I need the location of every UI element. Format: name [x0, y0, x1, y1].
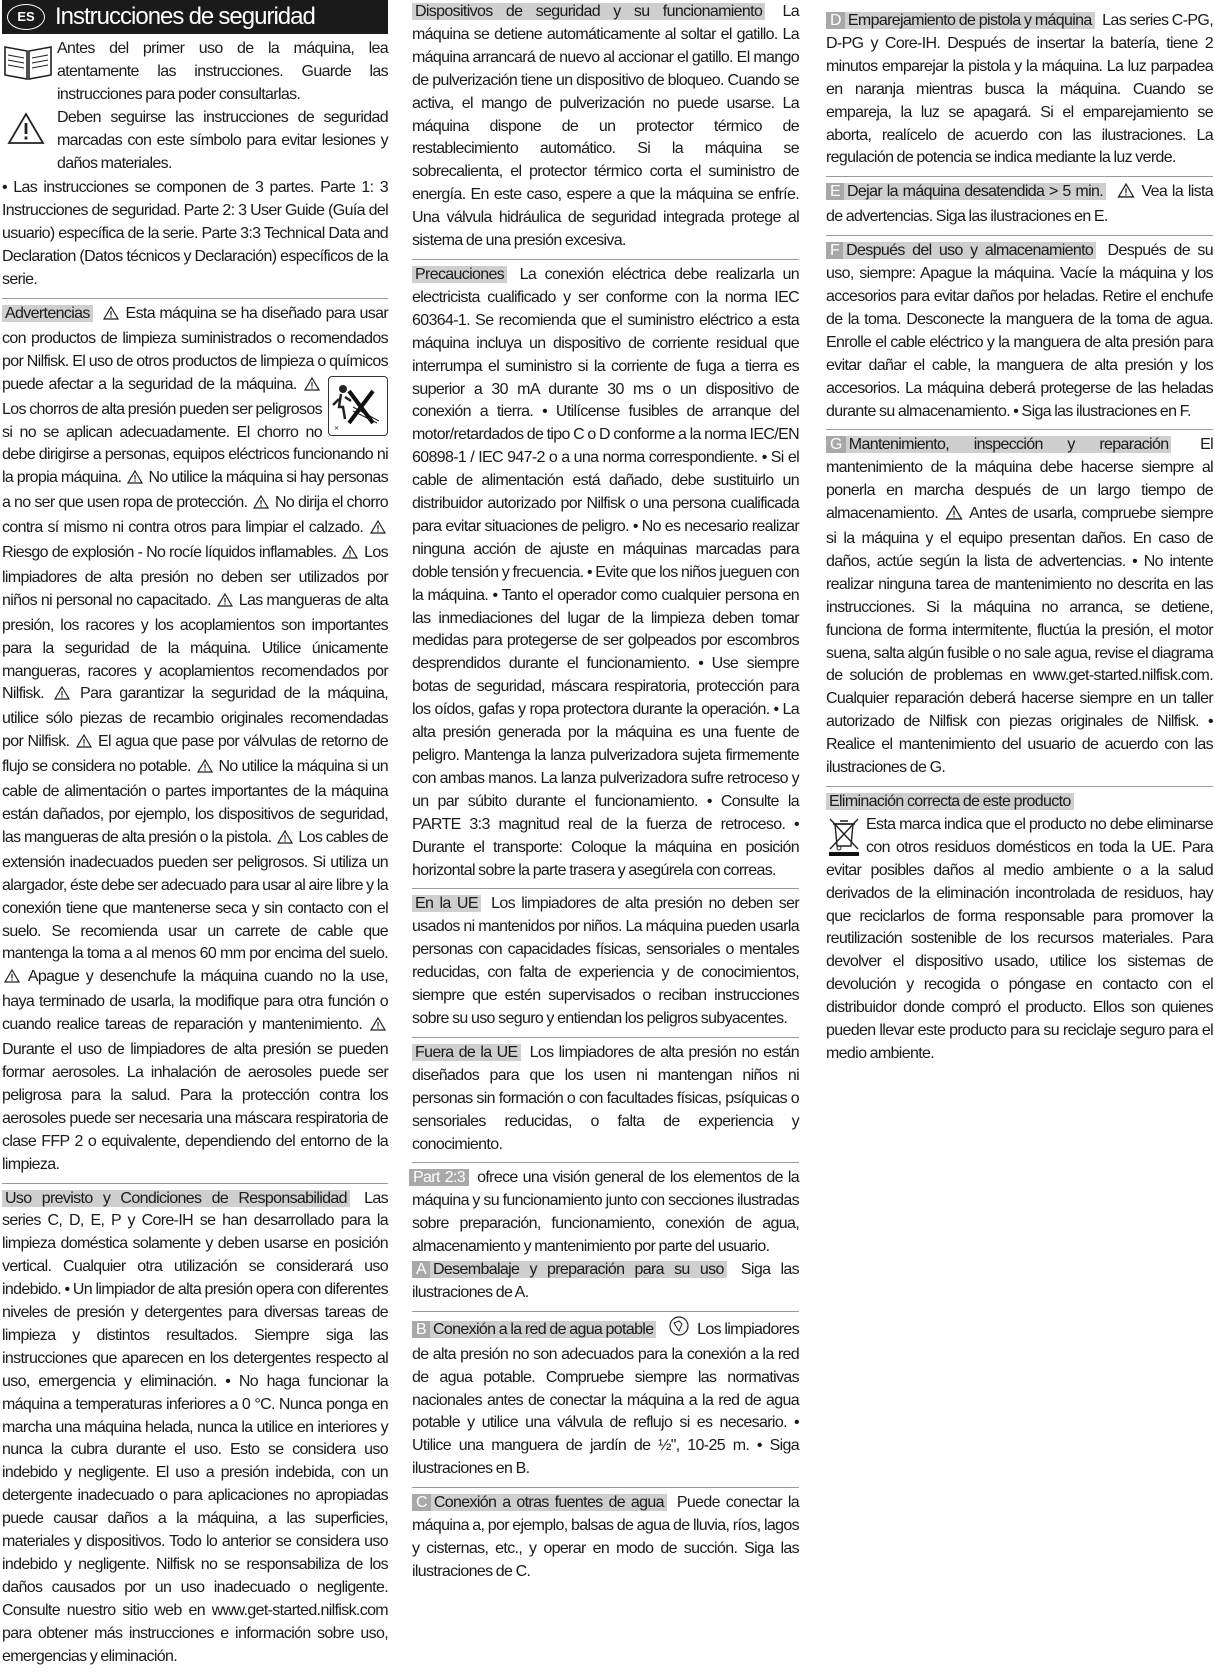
- warning-icon: [370, 1016, 386, 1039]
- section-text: La máquina se detiene automáticamente al soltar el gatillo. La máquina arrancará de nuevo al accionar el gatillo. El mango de pulverización tiene un dispositivo de bloqueo. Cuando se activa, el mango de pulverización no puede usarse. La máquina dispone de un protector térmico de restablecimiento automático. Si la máquina se sobrecalienta, el protector térmico corta el suministro de energía. En este caso, espere a que la máquina se enfríe. Una válvula hidráulica de seguridad integrada protege al sistema de una presión excesiva.: [412, 3, 799, 250]
- section-letter: A: [412, 1261, 430, 1278]
- warning-text: Los chorros de alta presión pueden ser peligrosos si no se aplican adecuadamente. El chorro no debe dirigirse a personas, equipos eléctricos funcionando ni la propia máquina.: [2, 400, 388, 487]
- warning-text: Los limpiadores de alta presión no deben ser utilizados por niños ni personal no capacitado.: [2, 544, 388, 609]
- no-spray-at-people-icon: [328, 376, 388, 436]
- section-letter: D: [826, 12, 845, 29]
- warning-text: Durante el uso de limpiadores de alta presión se pueden formar aerosoles. La inhalación de aerosoles puede ser peligrosa para la salud. Para la protección contra los aerosoles puede ser necesaria una máscara respiratoria de clase FFP 2 o equivalente, dependiendo del entorno de la limpieza.: [2, 1041, 388, 1173]
- section-text: Vea la lista de advertencias. Siga las ilustraciones en E.: [826, 183, 1214, 226]
- section-heading: Fuera de la UE: [412, 1044, 521, 1061]
- section-heading: Part 2:3: [409, 1169, 469, 1186]
- warning-text: No utilice la máquina si hay personas a no ser que usen ropa de protección.: [2, 469, 388, 512]
- section-text: Los limpiadores de alta presión no deben ser usados ni mantenidos por niños. La máquina pueden usarla personas con capacidades físicas, sensoriales o mentales reducidas, con falta de experiencia y de conocimientos, siempre que estén supervisados o reciban instrucciones sobre su uso seguro y entiendan los peligros subyacentes.: [412, 895, 799, 1027]
- warning-icon: [217, 592, 233, 615]
- section-heading: B Conexión a la red de agua potable: [412, 1321, 656, 1338]
- section-text: Los limpiadores de alta presión no están diseñados para que los usen ni mantengan niños ni personas sin formación o con facultades físicas, psíquicas o sensoriales reducidas, o falta de experiencia y conocimiento.: [412, 1043, 799, 1153]
- section-banner: [2, 0, 388, 34]
- section-text: El mantenimiento de la máquina debe hacerse siempre al ponerla en marcha después de un largo tiempo de almacenamiento.: [826, 436, 1213, 523]
- section-e: [826, 176, 1213, 232]
- warning-icon: [127, 469, 143, 492]
- section-d: [826, 0, 1213, 173]
- section-part-2-3: [412, 1162, 799, 1307]
- section-heading: F Después del uso y almacenamiento: [826, 242, 1096, 259]
- warning-icon: [304, 376, 320, 399]
- section-letter: C: [412, 1494, 431, 1511]
- section-a-text: Siga las ilustraciones de A.: [412, 1261, 800, 1301]
- section-heading: En la UE: [412, 895, 481, 912]
- warning-icon: [103, 305, 119, 328]
- section-text: Esta marca indica que el producto no debe eliminarse con otros residuos domésticos en toda la UE. Para evitar posibles daños al medio ambiente o a la salud derivados de la eliminación incontrolada de residuos, hay que reciclarlos de forma responsable para promover la reutilización sostenible de los recursos materiales. Para devolver el dispositivo usado, utilice los sistemas de devolución y recogida o póngase en contacto con el distribuidor donde compró el producto. Ellos son quienes pueden llevar este producto para su reciclaje seguro para el medio ambiente.: [826, 815, 1213, 1062]
- section-text: Después de su uso, siempre: Apague la máquina. Vacíe la máquina y los accesorios para evitar daños por heladas. Retire el enchufe de la toma. Desconecte la manguera de la toma de agua. Enrolle el cable eléctrico y la manguera de alta presión para evitar dañar el cable, la manguera de alta presión y los accesorios. La máquina deberá protegerse de las heladas durante su almacenamiento. • Siga las ilustraciones en F.: [826, 242, 1214, 420]
- crossed-bin-icon: [826, 816, 862, 854]
- section-f: [826, 235, 1213, 426]
- warning-text: Los cables de extensión inadecuados pueden ser peligrosos. Si utiliza un alargador, éste debe ser adecuado para usar al aire libre y la conexión tiene que mantenerse seca y sin contacto con el suelo. Se recomienda usar un carrete de cable que mantenga la toma a al menos 60 mm por encima del suelo.: [2, 828, 389, 963]
- intro-parts-text: • Las instrucciones se componen de 3 partes. Parte 1: 3 Instrucciones de seguridad. Parte 2: 3 User Guide (Guía del usuario) específica de la serie. Parte 3:3 Technical Data and Declaration (Datos técnicos y Declaración) específicos de la serie.: [2, 179, 388, 289]
- section-dispositivos: [412, 0, 799, 256]
- warning-text: Esta máquina se ha diseñado para usar con productos de limpieza suministrados o recomendados por Nilfisk. El uso de otros productos de limpieza o químicos puede afectar a la seguridad de la máquina.: [2, 304, 389, 393]
- section-text: Puede conectar la máquina a, por ejemplo, balsas de agua de lluvia, ríos, lagos y cisternas, etc., y operar en modo de succión. Siga las ilustraciones de C.: [412, 1494, 800, 1580]
- section-text: Antes de usarla, compruebe siempre si la máquina y el equipo presentan daños. En caso de daños, actúe según la lista de advertencias. • No intente realizar ninguna tarea de mantenimiento no descrita en las instrucciones. Si la máquina no arranca, se detiene, funciona de forma intermitente, fluctúa la presión, el motor suena, salta algún fusible o no sale agua, revise el diagrama de solución de problemas en www.get-started.nilfisk.com. Cualquier reparación deberá hacerse siempre en un taller autorizado de Nilfisk con piezas originales de Nilfisk. • Realice el mantenimiento del usuario de acuerdo con las ilustraciones de G.: [826, 505, 1213, 777]
- section-c: [412, 1487, 799, 1587]
- intro-book-row: [2, 38, 388, 107]
- page-title: Instrucciones de seguridad: [55, 2, 315, 30]
- section-letter: F: [826, 242, 843, 259]
- warning-icon: [277, 829, 293, 852]
- section-en-la-ue: [412, 888, 799, 1033]
- section-text: Las series C-PG, D-PG y Core-IH. Después de insertar la batería, tiene 2 minutos emparejar la pistola y la máquina. La luz parpadea en naranja mientras busca la máquina. Cuando se empareja, la luz se apagará. Si el emparejamiento se aborta, realícelo de acuerdo con las ilustraciones. La regulación de potencia se indica mediante la luz verde.: [826, 12, 1213, 167]
- warning-icon: [2, 107, 57, 155]
- warning-text: Para garantizar la seguridad de la máquina, utilice sólo piezas de recambio originales recomendadas por Nilfisk.: [2, 685, 389, 751]
- section-uso-previsto: [2, 1183, 388, 1672]
- column-2: [412, 0, 800, 1580]
- intro-warning-row: [2, 107, 388, 176]
- section-heading: Dispositivos de seguridad y su funcionamiento: [412, 3, 765, 20]
- section-text: La conexión eléctrica debe realizarla un electricista cualificado y ser conforme con la norma IEC 60364-1. Se recomienda que el suministro eléctrico a esta máquina incluya un dispositivo de corriente residual que interrumpa el suministro si la corriente de fuga a tierra es superior a 30 mA durante 30 ms o un dispositivo de conexión a tierra. • Utilícense fusibles de arranque del motor/retardados de tipo C o D conforme a la norma IEC/EN 60898-1 / IEC 947-2 o a una norma correspondiente. • Si el cable de alimentación está dañado, debe sustituirlo un distribuidor autorizado por Nilfisk o una persona cualificada para evitar situaciones de peligro. • No es necesario realizar ninguna acción de ajuste en máquinas marcadas para doble tensión y frecuencia. • Evite que los niños jueguen con la máquina. • Tanto el operador como cualquier persona en las inmediaciones del lugar de la limpieza deben tomar medidas para protegerse de ser golpeados por escombros desprendidos durante el funcionamiento. • Use siempre botas de seguridad, máscara respiratoria, protección para los oídos, gafas y ropa protectora durante la operación. • La alta presión generada por la máquina es una fuente de peligro. Mantenga la lanza pulverizadora sujeta firmemente con ambas manos. La lanza pulverizadora sufre retroceso y un par súbito durante el funcionamiento. • Consulte la PARTE 3:3 magnitud real de la fuerza de retroceso. • Durante el transporte: Coloque la máquina en posición horizontal sobre la parte trasera y asegúrela con correas.: [412, 265, 799, 879]
- intro-warning-text: Deben seguirse las instrucciones de seguridad marcadas con este símbolo para evitar lesiones y daños materiales.: [57, 108, 388, 172]
- section-g: [826, 429, 1213, 783]
- warning-icon: [342, 544, 358, 567]
- svg-text:✕: ✕: [334, 425, 339, 432]
- warning-text: Apague y desenchufe la máquina cuando no la use, haya terminado de usarla, la modifique para otra función o cuando realice tareas de reparación y mantenimiento.: [2, 968, 388, 1034]
- section-heading: Precauciones: [412, 266, 507, 283]
- book-icon: [2, 38, 57, 90]
- warning-icon: [76, 733, 92, 756]
- section-a-heading: A Desembalaje y preparación para su uso: [412, 1261, 727, 1278]
- column-1: [2, 0, 389, 1665]
- section-advertencias: [2, 298, 388, 1180]
- section-letter: B: [412, 1321, 430, 1338]
- section-heading: D Emparejamiento de pistola y máquina: [826, 12, 1095, 29]
- section-heading: Eliminación correcta de este producto: [826, 793, 1074, 810]
- section-heading: C Conexión a otras fuentes de agua: [412, 1494, 667, 1511]
- section-letter: G: [826, 436, 846, 453]
- section-heading: G Mantenimiento, inspección y reparación: [826, 436, 1171, 453]
- section-eliminacion: [826, 786, 1213, 1069]
- section-fuera-de-la-ue: [412, 1037, 799, 1160]
- warning-icon: [253, 494, 269, 517]
- warning-icon: [945, 505, 963, 528]
- section-text: Los limpiadores de alta presión no son adecuados para la conexión a la red de agua potable. Compruebe siempre las normativas nacionales antes de conectar la máquina a la red de agua potable y utilice una válvula de reflujo si es necesario. • Utilice una manguera de jardín de ½", 10-25 m. • Siga ilustraciones en B.: [412, 1320, 800, 1478]
- warning-text: Las mangueras de alta presión, los racores y los acoplamientos son importantes para la seguridad de la máquina. Utilice únicamente mangueras, racores y acoplamientos recomendados por Nilfisk.: [2, 591, 389, 703]
- column-3: [826, 0, 1213, 1500]
- section-text: Las series C, D, E, P y Core-IH se han desarrollado para la limpieza doméstica solamente y deben usarse en posición vertical. Cualquier otra utilización se considerará uso indebido. • Un limpiador de alta presión opera con diferentes niveles de presión y detergentes para diversas tareas de limpieza y distintos resultados. Siempre siga las instrucciones que aparecen en los detergentes respecto al uso, emergencia y eliminación. • No haga funcionar la máquina a temperaturas inferiores a 0 °C. Nunca ponga en marcha una máquina helada, nunca la utilice en interiores y nunca la cubra durante el uso. Esto se considera uso indebido y negligente. El uso a presión indebida, con un detergente inadecuado o para aplicaciones no apropiadas puede causar daños a la máquina, a las superficies, materiales y dispositivos. Todo lo anterior se considera uso indebido y negligente. Nilfisk no se responsabiliza de los daños causados por un uso inadecuado o negligente. Consulte nuestro sitio web en www.get-started.nilfisk.com para obtener más instrucciones e información sobre uso, emergencias y eliminación.: [2, 1189, 388, 1665]
- warning-icon: [54, 685, 70, 708]
- warning-text: Riesgo de explosión - No rocíe líquidos inflamables.: [2, 544, 337, 562]
- drinking-water-icon: [666, 1316, 692, 1344]
- warning-icon: [197, 758, 213, 781]
- warning-icon: [4, 968, 20, 991]
- section-heading: Uso previsto y Condiciones de Responsabilidad: [2, 1190, 350, 1207]
- intro-book-text: Antes del primer uso de la máquina, lea atentamente las instrucciones. Guarde las instrucciones para poder consultarlas.: [57, 40, 388, 103]
- section-heading: Advertencias: [2, 305, 93, 322]
- warning-icon: [1117, 183, 1135, 206]
- section-b: [412, 1311, 799, 1484]
- section-letter: E: [826, 183, 844, 200]
- warning-text: No utilice la máquina si un cable de alimentación o partes importantes de la máquina están dañados, por ejemplo, los dispositivos de seguridad, las mangueras de alta presión o la pistola.: [2, 758, 388, 846]
- language-badge: ES: [7, 4, 45, 30]
- section-text: ofrece una visión general de los elementos de la máquina y su funcionamiento junto con secciones ilustradas sobre preparación, funcionamiento, conexión de agua, almacenamiento y mantenimiento por parte del usuario.: [412, 1169, 799, 1256]
- section-precauciones: [412, 259, 799, 885]
- warning-text: El agua que pase por válvulas de retorno de flujo se considera no potable.: [2, 733, 389, 776]
- warning-icon: [370, 519, 386, 542]
- section-heading: E Dejar la máquina desatendida > 5 min.: [826, 183, 1106, 200]
- warning-text: No dirija el chorro contra sí mismo ni contra otros para limpiar el calzado.: [2, 494, 389, 537]
